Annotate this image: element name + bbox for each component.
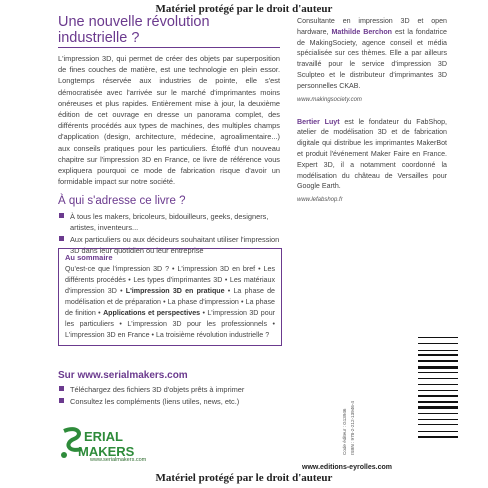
left-column	[58, 14, 280, 257]
isbn: ISBN : 978-2-212-13946-4	[350, 401, 355, 455]
author2-name: Bertier Luyt	[297, 117, 340, 126]
barcode-bar	[418, 354, 458, 356]
barcode-bar	[418, 343, 458, 344]
barcode-bar	[418, 419, 458, 420]
barcode-bar	[418, 378, 458, 379]
barcode	[418, 335, 458, 445]
site-list	[58, 384, 278, 408]
audience-heading: À qui s'adresse ce livre ?	[58, 195, 186, 208]
bullet-square-icon	[59, 213, 64, 218]
barcode-bar	[418, 413, 458, 414]
watermark-bottom: Matériel protégé par le droit d'auteur	[155, 472, 333, 484]
barcode-bar	[418, 424, 458, 425]
barcode-bar	[418, 390, 458, 391]
logo-word1: ERIAL	[84, 429, 123, 444]
barcode-bar	[418, 372, 458, 373]
logo-url: www.serialmakers.com	[90, 457, 147, 463]
barcode-bar	[418, 360, 458, 362]
page-title: Une nouvelle révolution industrielle ?	[58, 14, 210, 46]
barcode-bar	[418, 436, 458, 438]
author1-bio: Consultante en impression 3D et open hardware, Mathilde Berchon est la fondatrice de MakingSociety, agence conseil et média spécialisée sur ces thèmes. Elle a par ailleurs travaillé pour le service d'impression 3D Sculpteo et le distributeur d'imprimantes 3D personnelles CKAB.	[297, 17, 447, 90]
barcode-bar	[418, 350, 458, 351]
barcode-bar	[418, 384, 458, 385]
author1-name: Mathilde Berchon	[331, 27, 392, 36]
site-item: Téléchargez des fichiers 3D d'objets prêts à imprimer	[58, 384, 278, 395]
sommaire-box	[58, 248, 282, 346]
site-item: Consultez les compléments (liens utiles, news, etc.)	[58, 396, 278, 407]
editor-url: www.editions-eyrolles.com	[302, 464, 392, 471]
title-rule	[58, 47, 280, 48]
audience-item: Aux particuliers ou aux décideurs souhaitant utiliser l'impression 3D dans leur quotidien ou leur entreprise	[58, 234, 280, 256]
barcode-bar	[418, 366, 458, 369]
author1-link: www.makingsociety.com	[297, 96, 362, 103]
author2-link: www.lefabshop.fr	[297, 197, 343, 204]
site-heading: Sur www.serialmakers.com	[58, 370, 188, 381]
barcode-bar	[418, 431, 458, 432]
barcode-area	[340, 335, 458, 463]
audience-item: À tous les makers, bricoleurs, bidouilleurs, geeks, designers, artistes, inventeurs...	[58, 211, 280, 233]
code-editeur: Code éditeur : G13946	[342, 408, 347, 455]
bullet-square-icon	[59, 398, 64, 403]
barcode-bar	[418, 395, 458, 397]
barcode-bar	[418, 337, 458, 338]
barcode-bar	[418, 406, 458, 409]
bullet-square-icon	[59, 236, 64, 241]
sommaire-text: Qu'est-ce que l'impression 3D ? • L'impression 3D en bref • Les différents procédés • Les types d'imprimantes 3D • Les matériaux d'impression 3D • L'impression 3D en pratique • La phase de modélisation et de préparation • La phase d'impression • La phase de finition • Applications et perspectives • L'impression 3D pour les particuliers • L'impression 3D pour les professionnels • L'impression 3D en France • La troisième révolution industrielle ?	[65, 265, 275, 339]
logo-word2: MAKERS	[78, 444, 135, 459]
watermark-top: Matériel protégé par le droit d'auteur	[155, 3, 333, 15]
sommaire-title: Au sommaire	[65, 253, 113, 262]
bullet-square-icon	[59, 386, 64, 391]
right-column	[297, 16, 447, 203]
author2-bio: Bertier Luyt est le fondateur du FabShop, atelier de modélisation 3D et de fabrication digitale qui distribue les imprimantes MakerBot et produit l'événement Maker Faire en France. Expert 3D, il a notamment coordonné la modélisation du château de Versailles pour Google Earth.	[297, 117, 448, 191]
barcode-bar	[418, 401, 458, 403]
intro-paragraph: L'impression 3D, qui permet de créer des objets par superposition de fines couches de matière, est une technologie en plein essor. Longtemps réservée aux industries de pointe, elle s'est démocratisée avec l'arrivée sur le marché d'imprimantes moins onéreuses et plus rapides. Entièrement mise à jour, la deuxième édition de cet ouvrage en dresse un panorama complet, des différents procédés aux types de machines, des multiples champs d'application (design, architecture, médecine, agroalimentaire...) aux conseils pratiques pour les particuliers. Étoffé d'un nouveau chapitre sur l'impression 3D en France, ce livre de référence vous expliquera pourquoi ce mode de fabrication risque d'avoir un formidable impact sur notre société.	[58, 54, 280, 187]
